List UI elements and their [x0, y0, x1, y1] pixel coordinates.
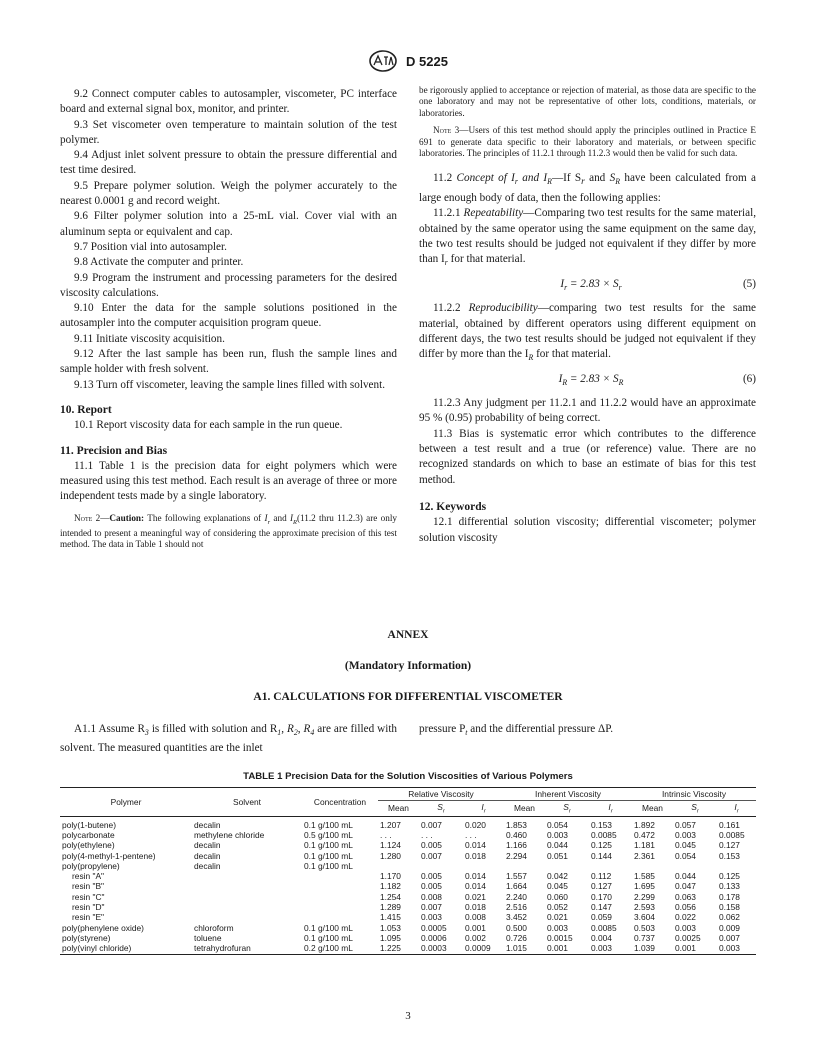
note-3-label: Note 3— [433, 125, 469, 136]
table-row [60, 892, 756, 902]
cell-polymer: resin "A" [72, 871, 105, 882]
cell-value: 0.003 [717, 943, 756, 954]
cell-value: 0.045 [675, 840, 696, 851]
annex-a1-1-right-b: and the differential pressure ΔP. [467, 723, 614, 735]
note-2: Note 2—Caution: The following explanations of $I_r$ and $I_R(11.2$ thru 11.2.3) are only intended to present a meaningful way of considering the approximate precision of this test method. The data in Table 1 should not [60, 512, 397, 550]
cell-value: 2.516 [506, 902, 527, 913]
cell-value: 0.060 [547, 891, 568, 902]
report-text: 10.1 Report viscosity data for each sample in the run queue. [74, 419, 343, 432]
cell-value: 0.726 [506, 932, 527, 943]
cell-value: 0.472 [634, 829, 655, 840]
cell-value: 0.063 [675, 891, 696, 902]
cell-value: 1.289 [380, 902, 401, 913]
cell-value: 0.007 [421, 819, 442, 830]
precision-table [60, 787, 756, 955]
step-9-7: 9.7 Position vial into autosampler. [74, 240, 227, 253]
cell-solvent [192, 871, 302, 881]
cell-solvent: chloroform [194, 922, 234, 933]
section-11-2-2-title: Reproducibility [468, 302, 538, 315]
section-11-2-title: Concept of I [456, 172, 515, 185]
cell-value: 0.144 [591, 850, 612, 861]
cell-value: 0.057 [675, 819, 696, 830]
cell-value [504, 861, 545, 871]
cell-concentration: 0.5 g/100 mL [304, 829, 353, 840]
subheader-ir-symbol: I [481, 802, 484, 812]
cell-solvent: decalin [194, 840, 221, 851]
table-row [60, 816, 756, 830]
subheader-mean: Mean [504, 801, 545, 817]
cell-value: 0.062 [719, 912, 740, 923]
note-2-label: Note 2— [74, 512, 110, 523]
cell-value [463, 861, 504, 871]
cell-concentration [302, 902, 378, 912]
cell-solvent: methylene chloride [194, 829, 265, 840]
cell-value: 0.018 [465, 902, 486, 913]
table-title: TABLE 1 Precision Data for the Solution Viscosities of Various Polymers [243, 771, 573, 782]
cell-value: 0.052 [547, 902, 568, 913]
step-9-8: 9.8 Activate the computer and printer. [74, 256, 244, 269]
section-11-2-text-b: have been calculated from a large enough body of data, then the following applies: [419, 172, 756, 204]
annex-a1-1-left: A1.1 Assume $R_3$ is filled with solution and $R_1$, $R_2$, $R_4$ are are filled with solvent. The measured quantities are the inlet [60, 723, 398, 754]
cell-value: 1.892 [634, 819, 655, 830]
equation-6-formula: = 2.83 × S [569, 372, 619, 385]
cell-value: 1.664 [506, 881, 527, 892]
cell-value [589, 861, 632, 871]
keywords-heading: 12. Keywords [419, 500, 487, 513]
cell-value: 0.051 [547, 850, 568, 861]
cell-value: 0.056 [675, 902, 696, 913]
cell-value: 0.0006 [421, 932, 447, 943]
cell-value: 2.361 [634, 850, 655, 861]
step-9-13: 9.13 Turn off viscometer, leaving the sample lines filled with solvent. [74, 378, 385, 391]
cell-value: 1.124 [380, 840, 401, 851]
section-11-2-2-num: 11.2.2 [433, 302, 461, 315]
subheader-ir [463, 801, 504, 817]
cell-concentration: 0.1 g/100 mL [304, 840, 353, 851]
cell-value: 1.415 [380, 912, 401, 923]
cell-value: 0.003 [547, 829, 568, 840]
cell-value: 0.045 [547, 881, 568, 892]
section-11-2-num: 11.2 [433, 172, 453, 185]
cell-value: 2.299 [634, 891, 655, 902]
table-row [60, 871, 756, 881]
subheader-ir-symbol: I [608, 802, 611, 812]
page-header [0, 50, 816, 72]
cell-value: 0.001 [545, 943, 589, 954]
header-concentration: Concentration [302, 788, 378, 817]
cell-value: 0.008 [421, 891, 442, 902]
section-11-3: 11.3 Bias is systematic error which contributes to the difference between a test result and a true (or reference) value. There are no recognized standards on which to base an estimate of bias for this test method. [419, 427, 756, 486]
cell-polymer: poly(phenylene oxide) [62, 922, 144, 933]
cell-value: 1.095 [380, 932, 401, 943]
step-9-10: 9.10 Enter the data for the sample solutions positioned in the autosampler into the computer acquisition program queue. [60, 302, 397, 330]
cell-polymer: poly(ethylene) [62, 840, 115, 851]
cell-value: 0.047 [675, 881, 696, 892]
cell-value: 0.059 [591, 912, 612, 923]
cell-solvent: decalin [194, 850, 221, 861]
equation-5-formula: = 2.83 × S [569, 277, 619, 290]
cell-value: 0.022 [675, 912, 696, 923]
section-11-2-2-text-a: —comparing two test results for the same material, obtained by different operators using different equipment on different days, the two test results should be judged not equivalent if they differ by more than the I [419, 302, 756, 361]
cell-value: 0.0005 [421, 922, 447, 933]
section-11-2-1-text-b: for that material. [447, 253, 526, 266]
annex-a1-1-mid: is filled with solution and R [148, 723, 278, 735]
cell-solvent [192, 881, 302, 891]
subheader-ir-subscript: r [736, 808, 739, 815]
header-intrinsic-viscosity: Intrinsic Viscosity [632, 788, 756, 801]
precision-heading: 11. Precision and Bias [60, 444, 168, 457]
cell-value: 0.003 [421, 912, 442, 923]
cell-concentration: 0.1 g/100 mL [304, 850, 353, 861]
cell-value: 0.054 [547, 819, 568, 830]
cell-value: 0.007 [719, 932, 740, 943]
cell-value: 0.125 [719, 871, 740, 882]
subheader-sr-subscript: r [568, 808, 571, 815]
step-9-5: 9.5 Prepare polymer solution. Weigh the polymer accurately to the nearest 0.0001 g and record weight. [60, 179, 397, 208]
cell-value [632, 861, 673, 871]
cell-value: 0.112 [591, 871, 612, 882]
subheader-sr-subscript: r [442, 808, 445, 815]
annex-a1-1-right-a: pressure P [419, 723, 466, 735]
subheader-ir-subscript: r [610, 808, 613, 815]
cell-value: 1.181 [634, 840, 655, 851]
step-9-3: 9.3 Set viscometer oven temperature to maintain solution of the test polymer. [60, 118, 397, 146]
annex-title: ANNEX [387, 629, 429, 641]
cell-value: 0.005 [421, 881, 442, 892]
annex-a1-1-right: pressure $P_t$ and the differential pressure ΔP. [419, 723, 614, 738]
step-9-6: 9.6 Filter polymer solution into a 25-mL vial. Cover vial with an aluminum septa or equivalent and cap. [60, 210, 397, 238]
section-11-2-2-text-b: for that material. [533, 348, 611, 361]
subheader-sr-symbol: S [563, 802, 569, 812]
cell-value: 0.008 [465, 912, 486, 923]
step-9-12: 9.12 After the last sample has been run, flush the sample lines and sample holder with fresh solvent. [60, 348, 397, 376]
cell-polymer: resin "E" [72, 912, 105, 923]
cell-value: 0.0003 [419, 943, 463, 954]
cell-value: 1.695 [634, 881, 655, 892]
cell-value: 3.604 [634, 912, 655, 923]
cell-value [717, 861, 756, 871]
subheader-sr-subscript: r [696, 808, 699, 815]
cell-value: 0.153 [719, 850, 740, 861]
report-heading: 10. Report [60, 403, 112, 416]
cell-value: 2.593 [634, 902, 655, 913]
cell-value: . . . [421, 829, 433, 840]
annex-a1-1-rest: are filled with solvent. The measured quantities are the inlet [60, 723, 398, 754]
cell-value [378, 861, 419, 871]
table-row [60, 923, 756, 933]
section-11-2-1-num: 11.2.1 [433, 207, 461, 220]
cell-value: 0.158 [719, 902, 740, 913]
annex-a1-1-assume: Assume R [98, 723, 145, 735]
cell-value: 0.500 [506, 922, 527, 933]
table-row [60, 912, 756, 922]
cell-solvent [192, 912, 302, 922]
cell-concentration [302, 912, 378, 922]
step-9-9: 9.9 Program the instrument and processing parameters for the desired viscosity calculations. [60, 271, 397, 299]
cell-polymer: poly(1-butene) [62, 819, 117, 830]
cell-concentration: 0.2 g/100 mL [302, 943, 378, 954]
left-column [60, 87, 397, 551]
note-2-caution: Caution: [109, 512, 145, 523]
subheader-mean: Mean [378, 801, 419, 817]
cell-value: 0.503 [634, 922, 655, 933]
precision-text: 11.1 Table 1 is the precision data for eight polymers which were measured using this test method. Each result is an average of three or more independent tests made by a single laboratory. [60, 459, 397, 503]
cell-value: 0.0009 [463, 943, 504, 954]
section-11-2-1: 11.2.1 Repeatability—Comparing two test results for the same material, obtained by the same operator using the same equipment on the same day, the two test results should be judged not equivalent if they differ by more than $I_r$ for that material. [419, 207, 756, 268]
subheader-ir-subscript: r [483, 808, 486, 815]
subheader-ir-symbol: I [734, 802, 737, 812]
cell-polymer: resin "C" [72, 891, 105, 902]
cell-polymer: resin "B" [72, 881, 105, 892]
cell-polymer: resin "D" [72, 902, 105, 913]
keywords-text: 12.1 differential solution viscosity; differential viscometer; polymer solution viscosity [419, 516, 756, 544]
cell-solvent: toluene [194, 932, 222, 943]
table-row [60, 830, 756, 840]
cell-value: 1.280 [380, 850, 401, 861]
cell-value: 0.007 [421, 902, 442, 913]
section-11-2-2: 11.2.2 Reproducibility—comparing two test results for the same material, obtained by different operators using different equipment on different days, the two test results should be judged not equivalent if they differ by more than the $I_R$ for that material. [419, 302, 756, 363]
cell-value: 1.585 [634, 871, 655, 882]
cell-value: 0.005 [421, 871, 442, 882]
cell-value: 0.161 [719, 819, 740, 830]
section-11-2-text-a: —If S [551, 172, 582, 185]
table-row [60, 943, 756, 954]
cell-value: 1.853 [506, 819, 527, 830]
subheader-sr [419, 801, 463, 817]
subheader-sr [545, 801, 589, 817]
cell-value: 0.009 [719, 922, 740, 933]
cell-value: 1.039 [632, 943, 673, 954]
note-2-text-a: The following explanations of [144, 512, 265, 523]
cell-value: 0.044 [547, 840, 568, 851]
annex-section-title: A1. CALCULATIONS FOR DIFFERENTIAL VISCOMETER [253, 691, 563, 703]
astm-logo-icon [368, 50, 398, 72]
table-row [60, 902, 756, 912]
cell-concentration [302, 881, 378, 891]
header-polymer: Polymer [60, 788, 192, 817]
cell-value: 1.254 [380, 891, 401, 902]
cell-value: . . . [380, 829, 392, 840]
cell-value: 0.054 [675, 850, 696, 861]
cell-concentration [302, 892, 378, 902]
subheader-ir [589, 801, 632, 817]
cell-value: 0.0025 [675, 932, 701, 943]
annex-a1-1-num: A1.1 [74, 723, 97, 735]
annex-subtitle: (Mandatory Information) [344, 660, 472, 672]
cell-value: 1.015 [504, 943, 545, 954]
subheader-ir [717, 801, 756, 817]
cell-solvent [192, 902, 302, 912]
cell-value: 0.0085 [591, 922, 617, 933]
section-11-2-3: 11.2.3 Any judgment per 11.2.1 and 11.2.2 would have an approximate 95 % (0.95) probability of being correct. [419, 397, 756, 425]
equation-6: $I_R = 2.83 \times S_R$ (6) [419, 372, 756, 391]
cell-value: 0.002 [465, 932, 486, 943]
step-9-2: 9.2 Connect computer cables to autosampler, viscometer, PC interface board and external signal box, monitor, and printer. [60, 88, 397, 116]
header-relative-viscosity: Relative Viscosity [378, 788, 504, 801]
table-body [60, 816, 756, 954]
cell-value: 0.021 [465, 891, 486, 902]
cell-polymer: poly(styrene) [62, 932, 111, 943]
cell-value: 0.147 [591, 902, 612, 913]
cell-solvent: decalin [194, 860, 221, 871]
cell-value: 0.0085 [719, 829, 745, 840]
subheader-sr-symbol: S [691, 802, 697, 812]
cell-value: 0.001 [465, 922, 486, 933]
cell-polymer: poly(4-methyl-1-pentene) [62, 850, 156, 861]
cell-value: 1.053 [380, 922, 401, 933]
table-row [60, 933, 756, 943]
cell-value: 0.153 [591, 819, 612, 830]
header-solvent: Solvent [192, 788, 302, 817]
cell-value: 1.207 [380, 819, 401, 830]
cell-value: 0.004 [591, 932, 612, 943]
cell-concentration: 0.1 g/100 mL [304, 922, 353, 933]
cell-value: 0.003 [675, 922, 696, 933]
subheader-sr-symbol: S [437, 802, 443, 812]
cell-value: . . . [465, 829, 477, 840]
cell-value: 0.737 [634, 932, 655, 943]
cell-value: 1.225 [378, 943, 419, 954]
subheader-sr [673, 801, 717, 817]
section-11-2-1-title: Repeatability [463, 207, 524, 220]
cell-value: 0.020 [465, 819, 486, 830]
cell-value: 0.018 [465, 850, 486, 861]
cell-concentration [302, 871, 378, 881]
cell-concentration: 0.1 g/100 mL [304, 860, 353, 871]
cell-value: 1.557 [506, 871, 527, 882]
table-row [60, 881, 756, 891]
cell-value: 0.0085 [591, 829, 617, 840]
cell-value: 2.294 [506, 850, 527, 861]
cell-value: 0.005 [421, 840, 442, 851]
cell-value: 0.0015 [547, 932, 573, 943]
cell-value: 0.021 [547, 912, 568, 923]
cell-value: 0.133 [719, 881, 740, 892]
cell-value: 0.044 [675, 871, 696, 882]
table-row [60, 861, 756, 871]
cell-value [545, 861, 589, 871]
cell-value: 0.125 [591, 840, 612, 851]
cell-value: 0.042 [547, 871, 568, 882]
document-number: D 5225 [406, 53, 448, 69]
subheader-mean: Mean [632, 801, 673, 817]
cell-solvent: tetrahydrofuran [192, 943, 302, 954]
cell-polymer: poly(vinyl chloride) [60, 943, 192, 954]
cell-value: 2.240 [506, 891, 527, 902]
cell-value: 0.170 [591, 891, 612, 902]
cell-value: 0.178 [719, 891, 740, 902]
cell-solvent [192, 892, 302, 902]
cell-value: 0.014 [465, 881, 486, 892]
table-row [60, 840, 756, 850]
cell-polymer: poly(propylene) [62, 860, 120, 871]
cell-value: 0.460 [506, 829, 527, 840]
header-inherent-viscosity: Inherent Viscosity [504, 788, 632, 801]
step-9-11: 9.11 Initiate viscosity acquisition. [74, 332, 225, 345]
cell-value [419, 861, 463, 871]
right-column [419, 85, 756, 546]
cell-value: 1.170 [380, 871, 401, 882]
cell-value: 0.003 [675, 829, 696, 840]
section-11-2-1-text-a: —Comparing two test results for the same material, obtained by the same operator using the same equipment on the same day, the two test results should be judged not equivalent if they differ by more than I [419, 207, 756, 266]
page-number: 3 [405, 1010, 411, 1022]
equation-6-number: (6) [742, 372, 756, 385]
section-11-2: 11.2 Concept of $I_r$ and $I_R—If$ $S_r$ and $S_R$ have been calculated from a large enough body of data, then the following applies: [419, 172, 756, 204]
cell-concentration: 0.1 g/100 mL [304, 932, 353, 943]
cell-solvent: decalin [194, 819, 221, 830]
cell-polymer: polycarbonate [62, 829, 115, 840]
cell-value: 3.452 [506, 912, 527, 923]
note-3-text: Users of this test method should apply the principles outlined in Practice E 691 to generate data specific to their laboratory and materials, or between specific laboratories. The principles of 11.2.1 through 11.2.3 would then be valid for such data. [419, 125, 756, 159]
note-2-continued: be rigorously applied to acceptance or rejection of material, as those data are specific to the one laboratory and may not be representative of other lots, conditions, materials, or laboratories. [419, 85, 756, 118]
note-2-text-c: (11.2 thru 11.2.3) are only intended to present a meaningful way of considering the approximate precision of this test method. The data in Table 1 should not [60, 512, 397, 550]
equation-5: $I_r = 2.83 \times S_r$ (5) [419, 277, 756, 296]
cell-value: 1.182 [380, 881, 401, 892]
cell-value: 0.001 [673, 943, 717, 954]
cell-value: 0.007 [421, 850, 442, 861]
cell-value: 0.014 [465, 871, 486, 882]
note-2-text-b: and [270, 512, 290, 523]
cell-value: 0.127 [591, 881, 612, 892]
cell-value: 0.014 [465, 840, 486, 851]
cell-value [673, 861, 717, 871]
cell-value: 1.166 [506, 840, 527, 851]
cell-concentration: 0.1 g/100 mL [304, 819, 353, 830]
table-row [60, 851, 756, 861]
step-9-4: 9.4 Adjust inlet solvent pressure to obtain the pressure differential and test time desired. [60, 149, 397, 177]
cell-value: 0.003 [589, 943, 632, 954]
equation-5-number: (5) [742, 277, 756, 290]
note-3 [419, 125, 756, 159]
cell-value: 0.003 [547, 922, 568, 933]
cell-value: 0.127 [719, 840, 740, 851]
